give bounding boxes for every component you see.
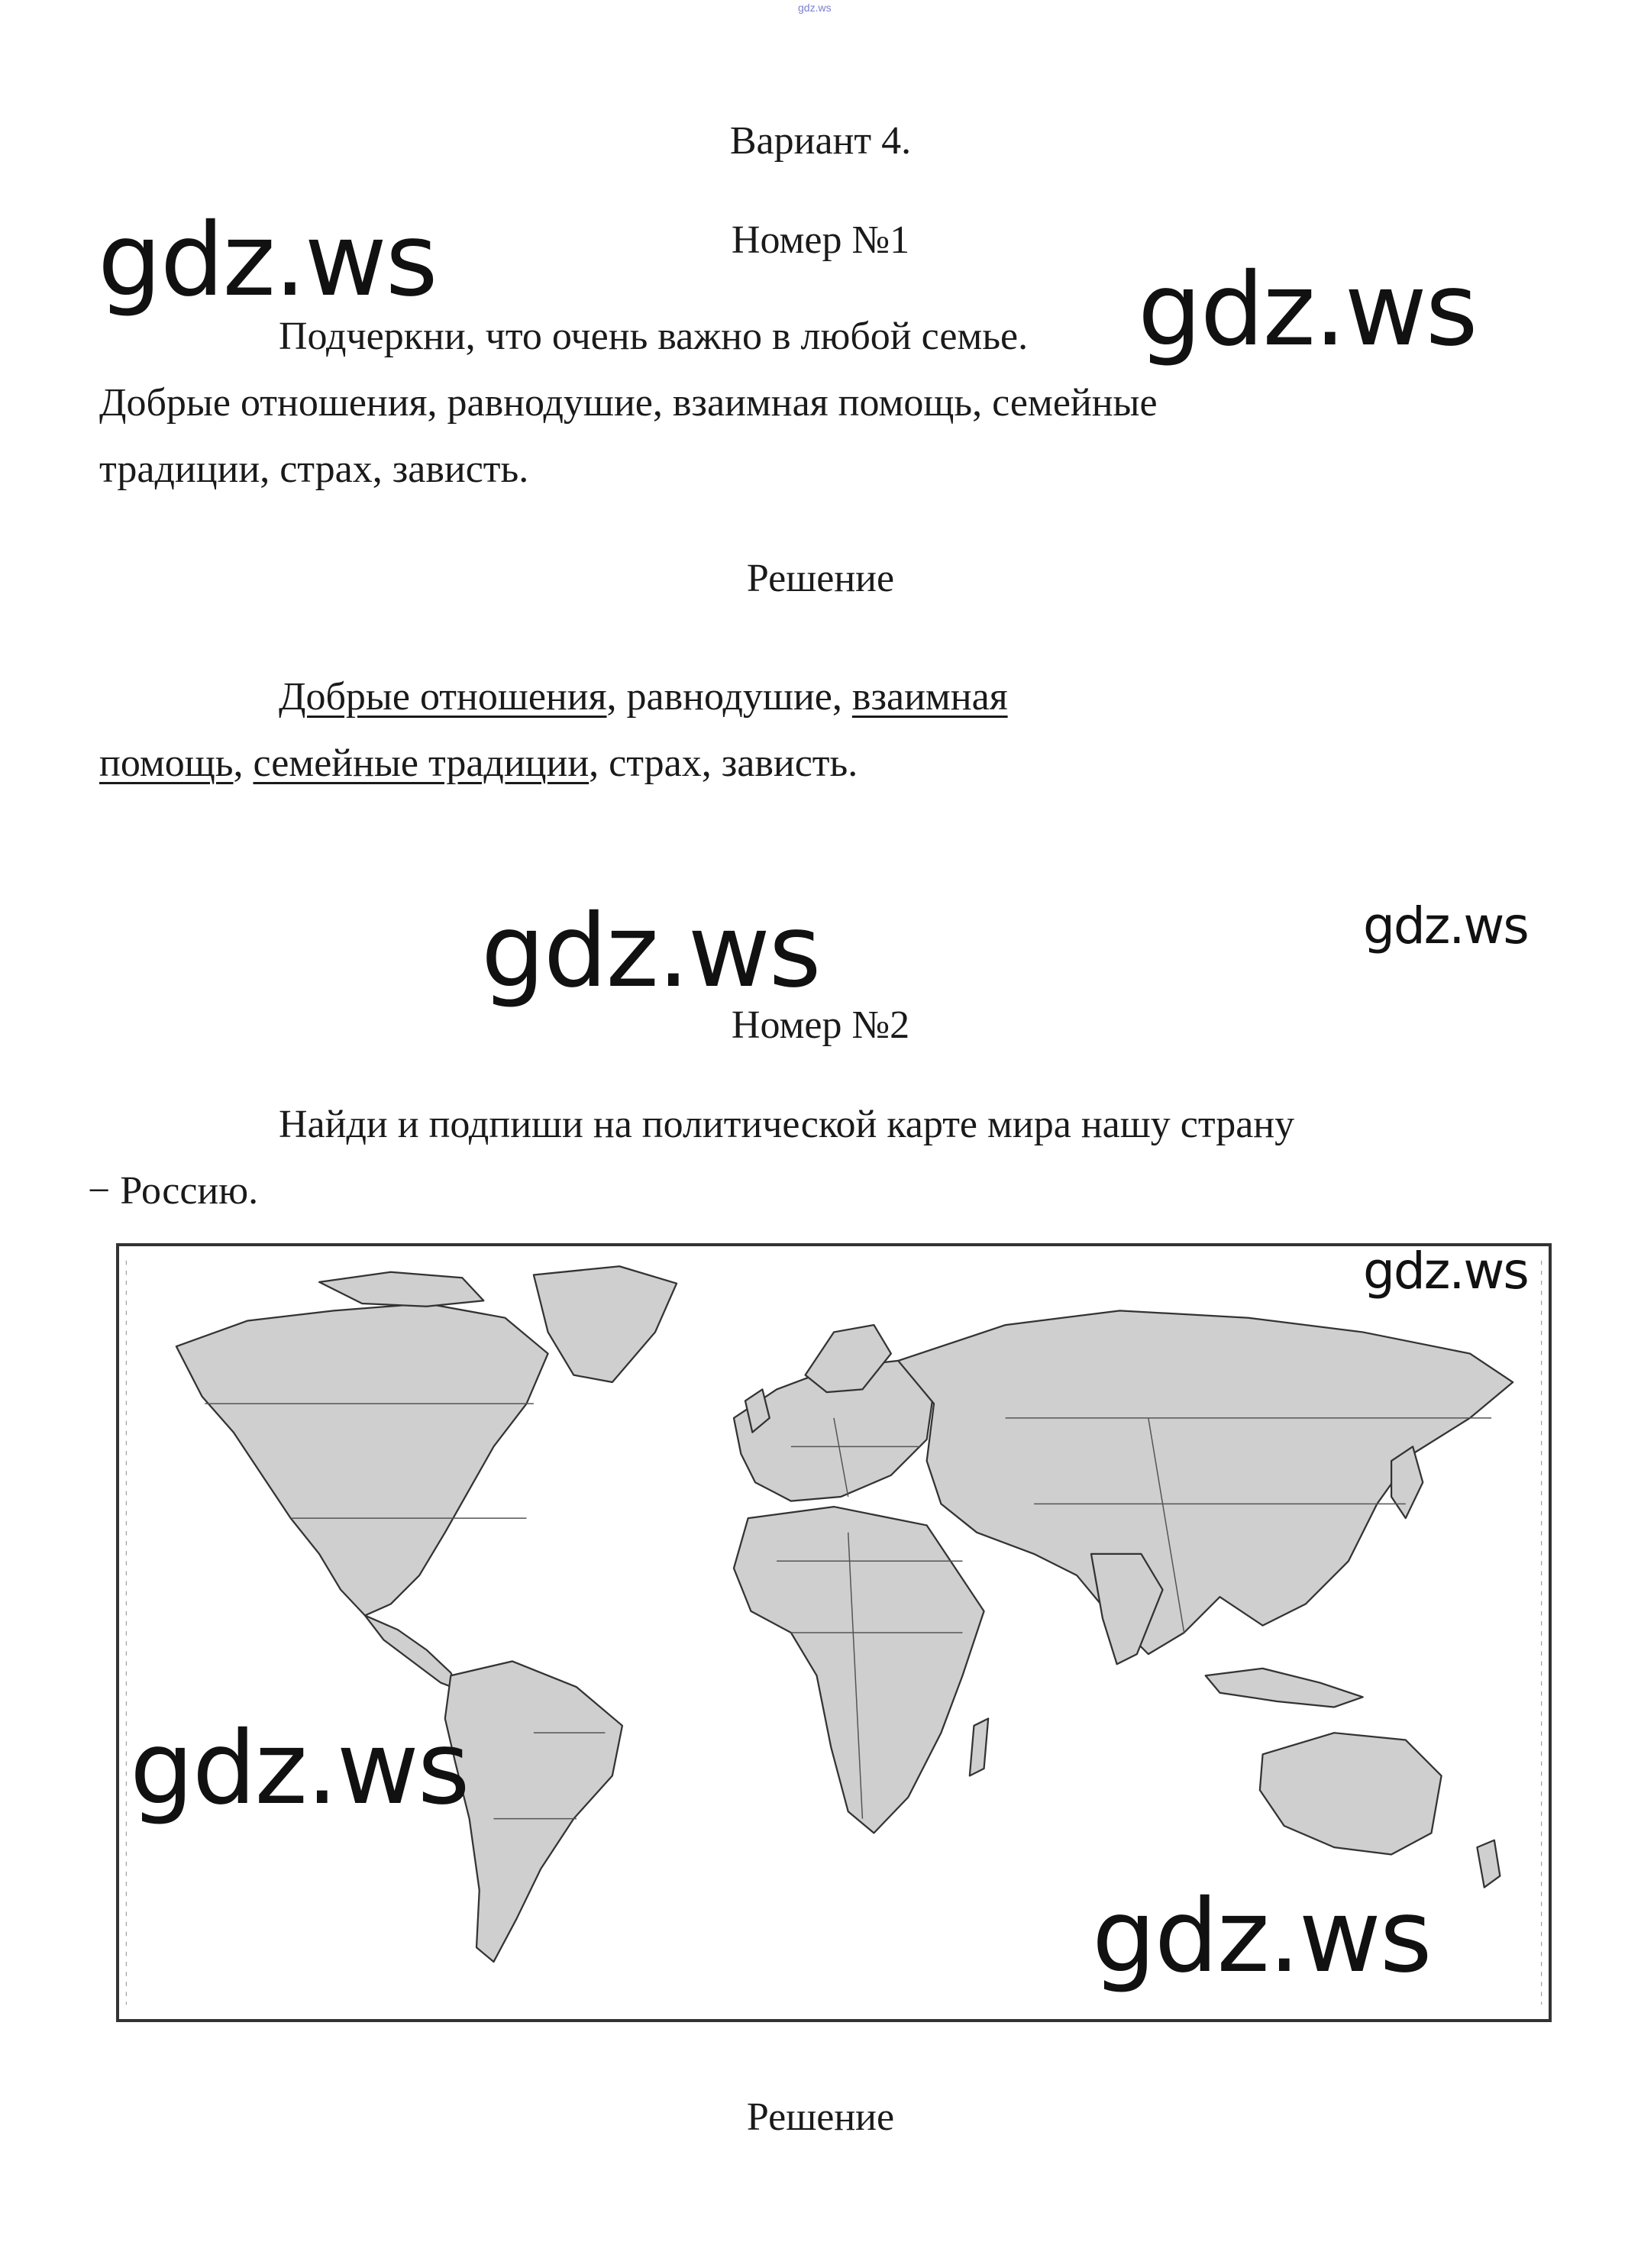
task2-number: Номер №2 [731,1003,910,1047]
answer-underlined-word: помощь [99,741,234,785]
task1-question: Подчеркни, что очень важно в любой семье. [279,315,1029,358]
new-zealand-islands [1477,1840,1500,1888]
southeast-asia-islands [1206,1669,1363,1707]
south-america-landmass [445,1661,622,1962]
watermark: gdz.ws [1363,897,1528,955]
answer-text: , страх, зависть. [589,741,858,785]
task1-solution-heading: Решение [746,557,895,600]
answer-underlined-word: Добрые отношения [279,675,607,719]
watermark: gdz.ws [130,1710,469,1827]
task1-answer-line1 [279,664,1008,730]
watermark: gdz.ws [1092,1878,1431,1995]
task2-question-line2: − Россию. [88,1169,259,1213]
australia-landmass [1260,1733,1442,1854]
header-watermark: gdz.ws [798,2,832,14]
greenland-landmass [534,1266,677,1382]
japan-islands [1391,1446,1423,1518]
task1-number: Номер №1 [731,218,910,262]
watermark: gdz.ws [1363,1242,1528,1300]
answer-text: , [233,741,254,785]
task1-answer-line2 [99,731,858,796]
central-america-landmass [365,1616,460,1690]
watermark: gdz.ws [1138,251,1477,369]
variant-title: Вариант 4. [729,119,912,163]
watermark: gdz.ws [481,893,820,1010]
north-america-landmass [176,1304,548,1616]
watermark: gdz.ws [98,202,437,319]
task1-options-line1: Добрые отношения, равнодушие, взаимная помощь, семейные [99,381,1158,425]
answer-text: , равнодушие, [606,675,852,719]
task1-options-line2: традиции, страх, зависть. [99,447,529,491]
answer-underlined-word: семейные традиции [253,741,590,785]
africa-landmass [734,1507,984,1833]
answer-underlined-word: взаимная [851,675,1008,719]
task2-solution-heading: Решение [746,2095,895,2139]
task2-question-line1: Найди и подпиши на политической карте мира нашу страну [279,1103,1295,1146]
arctic-islands [319,1272,483,1307]
madagascar [970,1718,988,1775]
